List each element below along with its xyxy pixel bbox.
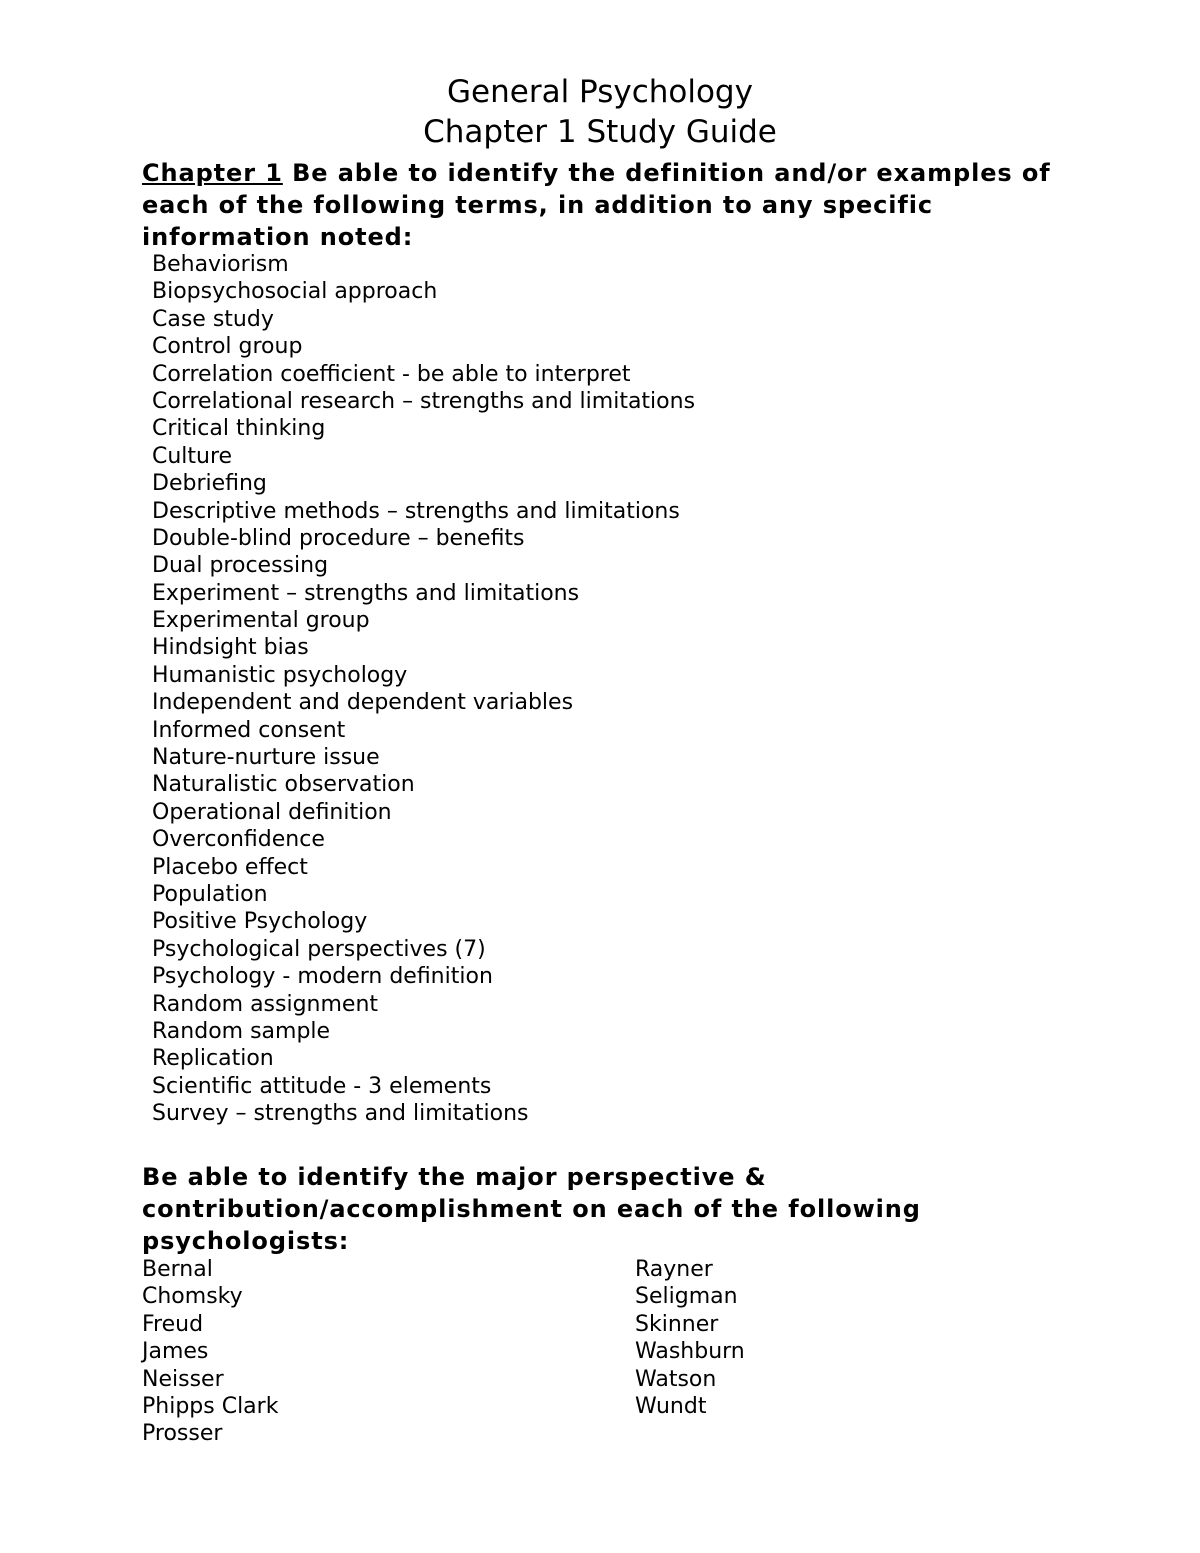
document-title: General Psychology [447, 74, 753, 110]
terms-list [152, 251, 695, 1128]
term-item: Experiment – strengths and limitations [152, 580, 580, 606]
term-item: Correlation coefficient - be able to interpret [152, 361, 631, 387]
terms-instruction [142, 157, 1092, 253]
term-item: Positive Psychology [152, 909, 368, 935]
psychologists-list-right [635, 1256, 745, 1420]
term-item: Case study [152, 306, 274, 332]
term-item: Double-blind procedure – benefits [152, 525, 525, 551]
psychologist-item: Washburn [635, 1339, 745, 1365]
term-item: Correlational research – strengths and limitations [152, 388, 696, 414]
psychologists-list-left [142, 1256, 278, 1448]
term-item: Nature-nurture issue [152, 745, 380, 771]
term-item: Replication [152, 1046, 274, 1072]
document-subtitle: Chapter 1 Study Guide [423, 114, 777, 150]
psychologists-instruction: Be able to identify the major perspective & contribution/accomplishment on each of the following psychologists: [142, 1163, 921, 1255]
psychologist-item: Bernal [142, 1257, 213, 1282]
term-item: Debriefing [152, 471, 267, 497]
chapter-label: Chapter 1 [142, 159, 283, 187]
term-item: Psychology - modern definition [152, 964, 493, 990]
term-item: Experimental group [152, 608, 370, 634]
psychologist-item: Rayner [635, 1257, 713, 1282]
psychologist-item: Wundt [635, 1393, 707, 1419]
psychologist-item: James [142, 1339, 209, 1365]
psychologist-item: Skinner [635, 1311, 719, 1337]
term-item: Biopsychosocial approach [152, 279, 438, 305]
psychologist-item: Phipps Clark [142, 1393, 279, 1419]
term-item: Population [152, 881, 268, 907]
term-item: Naturalistic observation [152, 772, 415, 798]
term-item: Critical thinking [152, 416, 326, 442]
psychologist-item: Watson [635, 1366, 717, 1392]
psychologist-item: Seligman [635, 1284, 738, 1310]
term-item: Control group [152, 334, 303, 360]
term-item: Random assignment [152, 991, 379, 1017]
term-item: Descriptive methods – strengths and limitations [152, 498, 680, 524]
term-item: Independent and dependent variables [152, 690, 574, 716]
term-item: Humanistic psychology [152, 662, 408, 688]
psychologist-item: Freud [142, 1311, 204, 1337]
term-item: Operational definition [152, 799, 392, 825]
term-item: Overconfidence [152, 827, 325, 853]
psychologist-item: Chomsky [142, 1284, 243, 1310]
term-item: Behaviorism [152, 252, 289, 277]
term-item: Survey – strengths and limitations [152, 1101, 529, 1127]
term-item: Culture [152, 443, 233, 469]
term-item: Scientific attitude - 3 elements [152, 1073, 492, 1099]
psychologist-item: Prosser [142, 1421, 223, 1447]
term-item: Hindsight bias [152, 635, 309, 661]
terms-instruction-text: Be able to identify the definition and/or examples of each of the following terms, in addition to any specific information noted: [142, 159, 1051, 251]
psychologist-item: Neisser [142, 1366, 224, 1392]
term-item: Placebo effect [152, 854, 308, 880]
term-item: Random sample [152, 1018, 331, 1044]
term-item: Psychological perspectives (7) [152, 936, 486, 962]
term-item: Dual processing [152, 553, 329, 579]
term-item: Informed consent [152, 717, 346, 743]
